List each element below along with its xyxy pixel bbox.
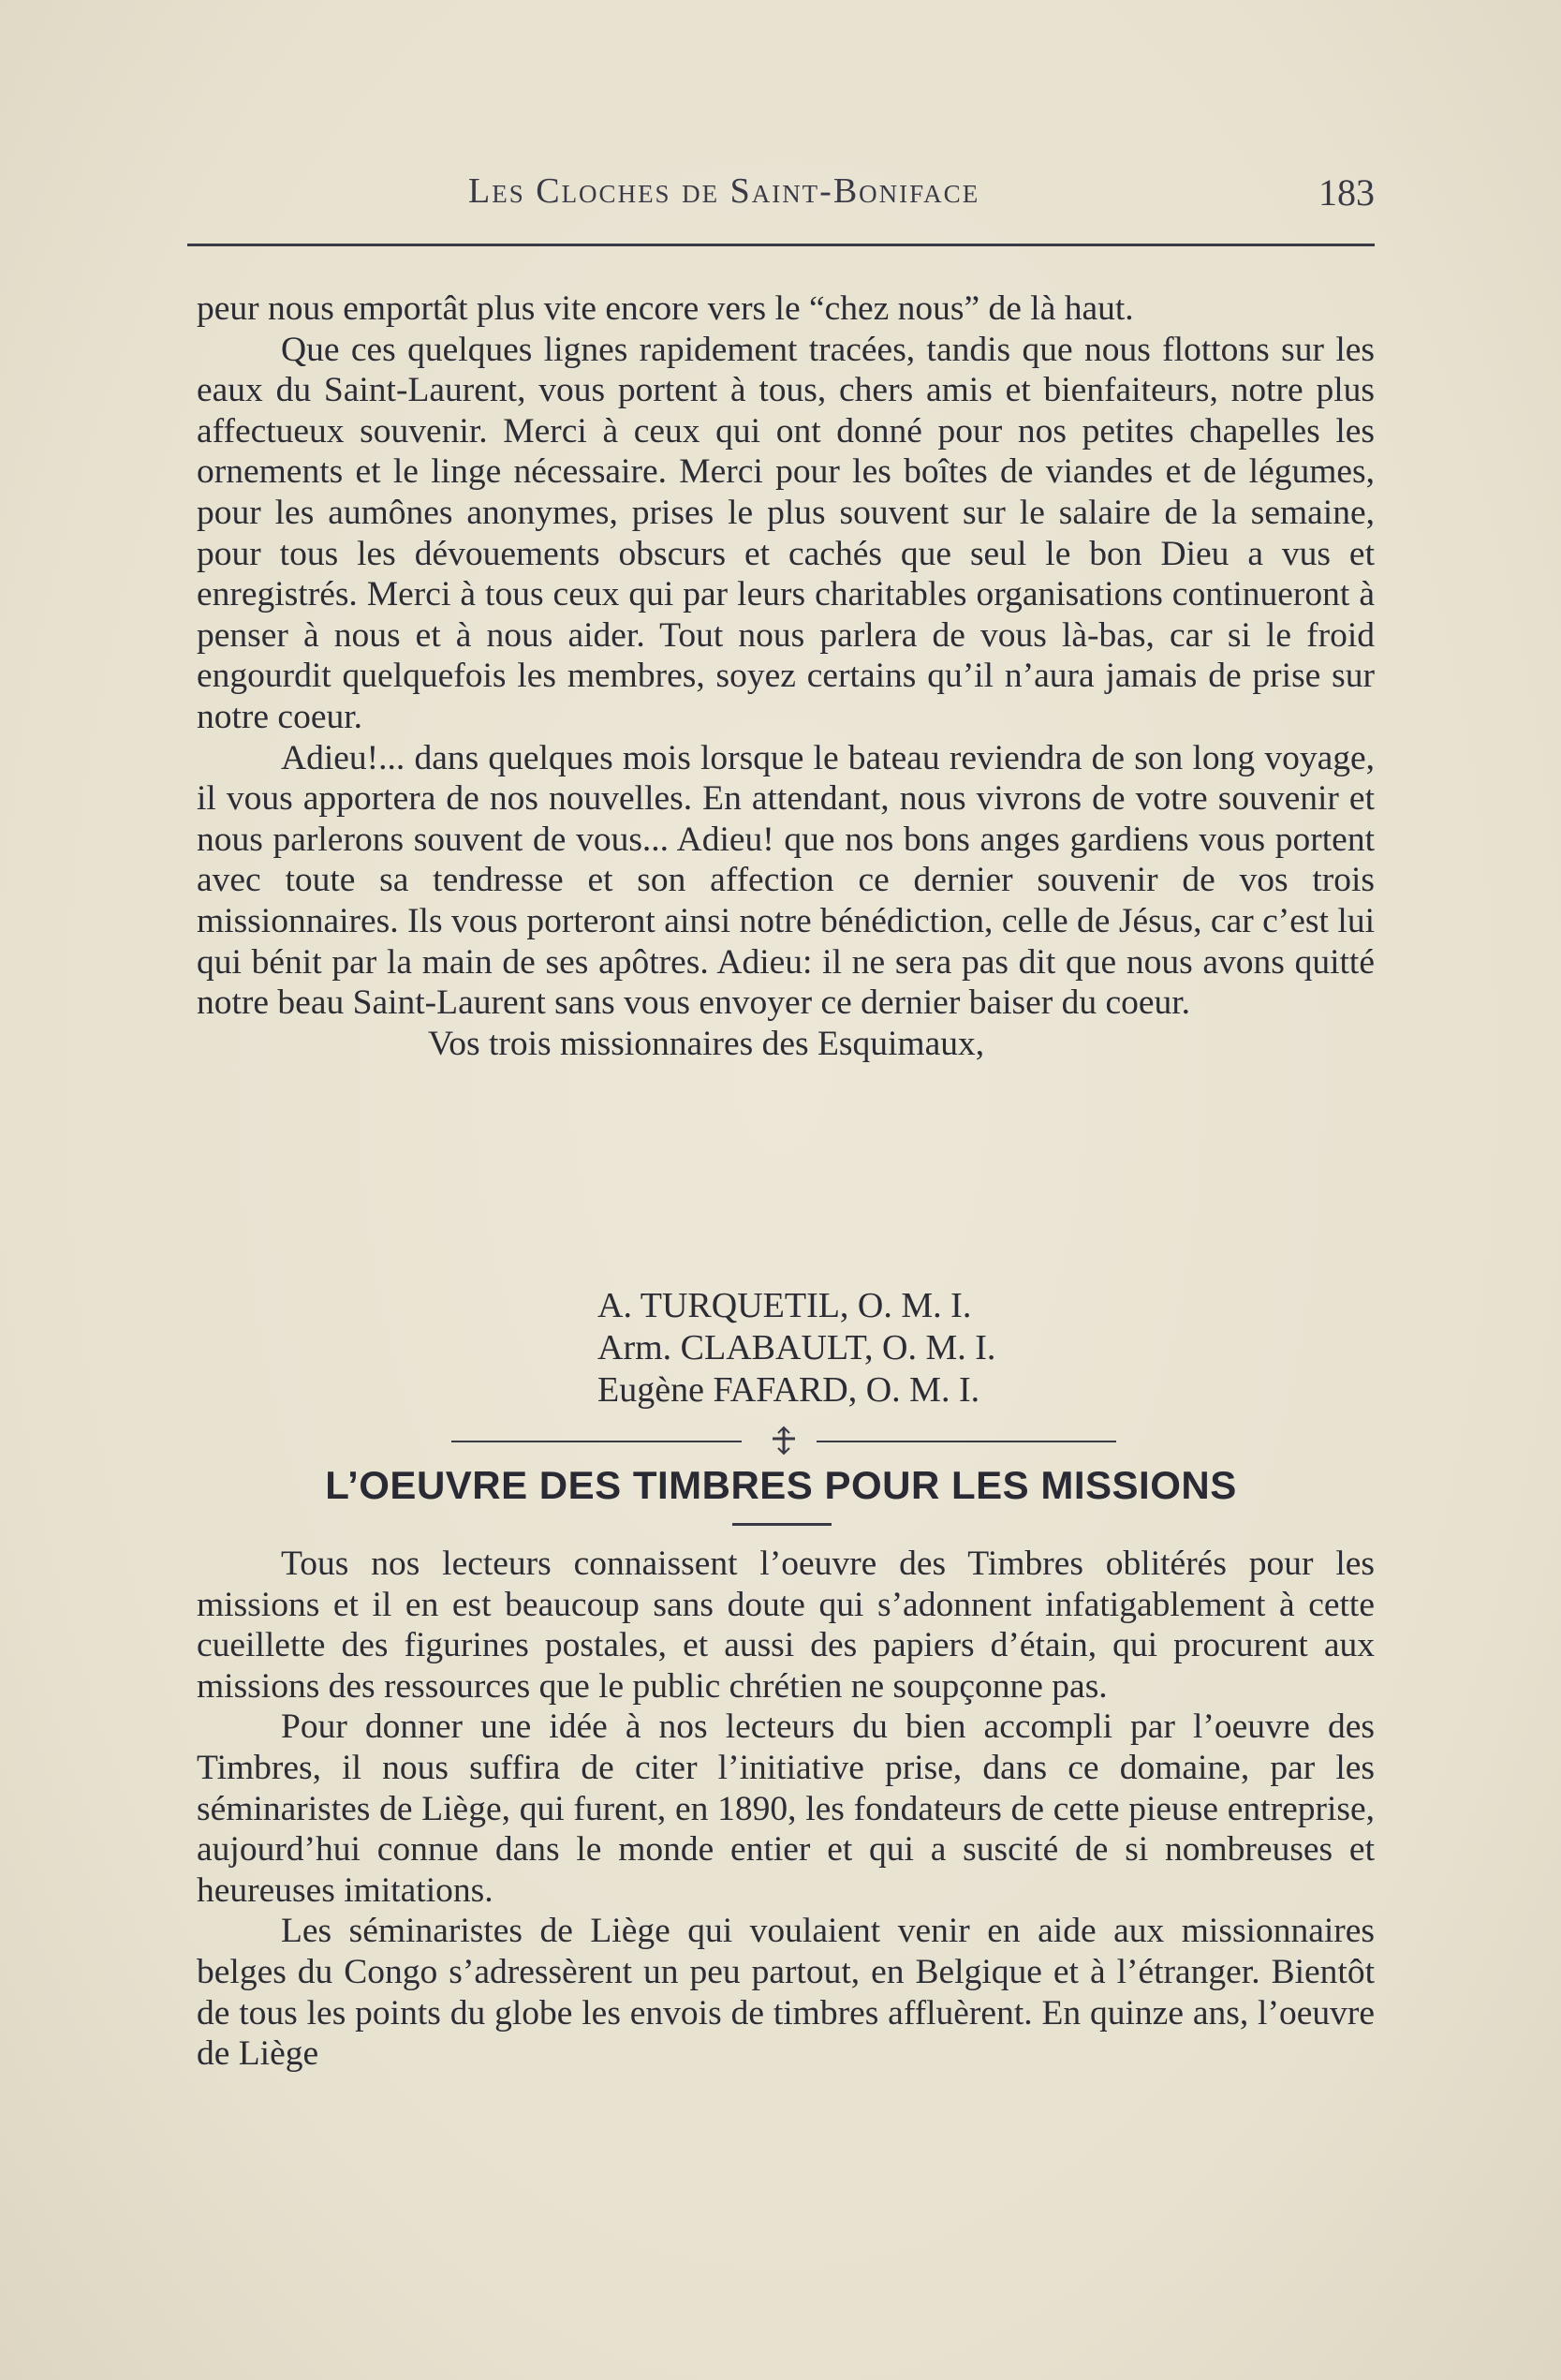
- title-rule: [732, 1523, 832, 1526]
- section-divider: [451, 1422, 1116, 1459]
- running-head: [197, 170, 1375, 223]
- cross-ornament-icon: [765, 1422, 803, 1459]
- signature-fafard: Eugène FAFARD, O. M. I.: [597, 1370, 980, 1410]
- divider-line-right: [817, 1441, 1116, 1442]
- section-paragraph-1: Tous nos lecteurs connaissent l’oeuvre des Timbres oblitérés pour les missions et il en est beaucoup sans doute qui s’adonnent infatigablement à cette cueillette des figurines postales, et aussi des papiers d’étain, qui procurent aux missions des ressources que le public chrétien ne soupçonne pas.: [197, 1545, 1375, 1706]
- header-rule: [187, 244, 1375, 246]
- letter-paragraph-1: peur nous emportât plus vite encore vers le “chez nous” de là haut.: [197, 289, 1134, 328]
- running-title: Les Cloches de Saint-Boniface: [468, 171, 980, 211]
- page-number: 183: [1318, 171, 1375, 214]
- section-paragraph-2: Pour donner une idée à nos lecteurs du bien accompli par l’oeuvre des Timbres, il nous suffira de citer l’initiative prise, dans ce domaine, par les séminaristes de Liège, qui furent, en 1890, les fondateurs de cette pieuse entreprise, aujourd’hui connue dans le monde entier et qui a suscité de si nombreuses et heureuses imitations.: [197, 1707, 1375, 1910]
- section-title: L’OEUVRE DES TIMBRES POUR LES MISSIONS: [325, 1463, 1237, 1507]
- signature-clabault: Arm. CLABAULT, O. M. I.: [597, 1328, 996, 1367]
- signature-block: [597, 1285, 1253, 1412]
- letter-paragraph-2: Que ces quelques lignes rapidement tracées, tandis que nous flottons sur les eaux du Saint-Laurent, vous portent à tous, chers amis et bienfaiteurs, notre plus affectueux souvenir. Merci à ceux qui ont donné pour nos petites chapelles les ornements et le linge nécessaire. Merci pour les boîtes de viandes et de légumes, pour les aumônes anonymes, prises le plus souvent sur le salaire de la semaine, pour tous les dévouements obscurs et cachés que seul le bon Dieu a vus et enregistrés. Merci à tous ceux qui par leurs charitables organisations continueront à penser à nous et à nous aider. Tout nous parlera de vous là-bas, car si le froid engourdit quelquefois les membres, soyez certains qu’il n’aura jamais de prise sur notre coeur.: [197, 330, 1375, 736]
- letter-paragraph-3: Adieu!... dans quelques mois lorsque le bateau reviendra de son long voyage, il vous apportera de nos nouvelles. En attendant, nous vivrons de votre souvenir et nous parlerons souvent de vous... Adieu! que nos bons anges gardiens vous portent avec toute sa tendresse et son affection ce dernier souvenir de vos trois missionnaires. Ils vous porteront ainsi notre bénédiction, celle de Jésus, car c’est lui qui bénit par la main de ses apôtres. Adieu: il ne sera pas dit que nous avons quitté notre beau Saint-Laurent sans vous envoyer ce dernier baiser du coeur.: [197, 738, 1375, 1023]
- letter-body: [197, 288, 1375, 1064]
- section-body: [197, 1544, 1375, 2075]
- section-paragraph-3: Les séminaristes de Liège qui voulaient venir en aide aux missionnaires belges du Congo s’adressèrent un peu partout, en Belgique et à l’étranger. Bientôt de tous les points du globe les envois de timbres affluèrent. En quinze ans, l’oeuvre de Liège: [197, 1912, 1375, 2074]
- divider-line-left: [451, 1441, 742, 1442]
- signature-turquetil: A. TURQUETIL, O. M. I.: [597, 1286, 972, 1325]
- letter-closing: Vos trois missionnaires des Esquimaux,: [428, 1024, 985, 1063]
